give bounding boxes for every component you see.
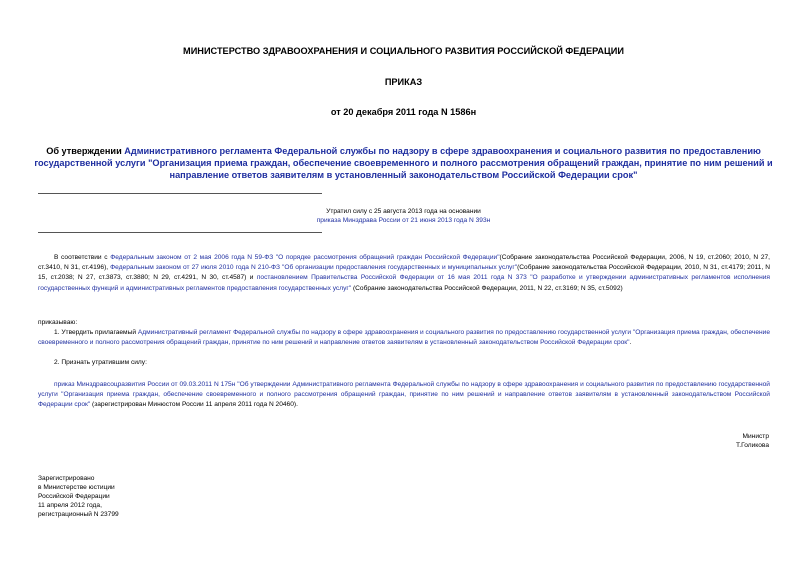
repealed-order-paragraph [38, 380, 770, 411]
preamble-link-resolution-373[interactable]: постановлением Правительства Российской Федерации от 16 мая 2011 года N 373 "О разработке и утверждении административных регламентов исполнения государственных функций и административных регламентов предоставления государственных услуг" [38, 274, 770, 292]
title-prefix: Об утверждении [46, 146, 125, 156]
registration-block [38, 474, 119, 519]
preamble-text-2: (Собрание законодательства Российской Федерации, 2006, N 19, ст.2060; 2010, N 27, ст.3410, N 31, ст.4196), [38, 254, 770, 272]
ministry-heading: МИНИСТЕРСТВО ЗДРАВООХРАНЕНИЯ И СОЦИАЛЬНОГО РАЗВИТИЯ РОССИЙСКОЙ ФЕДЕРАЦИИ [183, 46, 624, 56]
item-1-paragraph [38, 328, 770, 348]
registration-line-5: регистрационный N 23799 [38, 511, 119, 518]
preamble-paragraph [38, 253, 770, 294]
repeal-line-1: Утратил силу с 25 августа 2013 года на основании [326, 208, 481, 215]
repeal-note [0, 207, 807, 225]
registration-line-3: Российской Федерации [38, 493, 110, 500]
preamble-link-law-210[interactable]: Федеральным законом от 27 июля 2010 года N 210-ФЗ "Об организации предоставления государственных и муниципальных услуг" [110, 264, 518, 272]
item-1-regulation-link[interactable]: Административный регламент Федеральной службы по надзору в сфере здравоохранения и социального развития по предоставлению государственной услуги "Организация приема граждан, обеспечение своевременного и полного рассмотрения обращений граждан, принятие по ним решений и направление ответов заявителям в установленный законодательством Российской Федерации срок" [38, 329, 771, 347]
document-date-number: от 20 декабря 2011 года N 1586н [330, 107, 477, 117]
order-word: приказываю: [38, 319, 78, 326]
item-1-text: 1. Утвердить прилагаемый [54, 329, 138, 336]
preamble-link-law-59[interactable]: Федеральным законом от 2 мая 2006 года N 59-ФЗ "О порядке рассмотрения обращений граждан Российской Федерации" [110, 254, 500, 261]
registration-line-1: Зарегистрировано [38, 475, 95, 482]
item-1-end: . [629, 339, 632, 347]
divider-bottom [38, 232, 322, 233]
title-link-1[interactable]: Административного регламента Федеральной службы по надзору в сфере здравоохранения и социального развития по предоставлению [124, 146, 761, 156]
title-link-3[interactable]: направление ответов заявителям в установленный законодательством Российской Федерации срок" [169, 170, 638, 180]
repealed-order-registration: (зарегистрирован Минюстом России 11 апреля 2011 года N 20460). [90, 401, 298, 409]
preamble-text-1: В соответствии с [54, 254, 111, 261]
preamble-text-4: (Собрание законодательства Российской Федерации, 2011, N 22, ст.3169; N 35, ст.5092) [351, 284, 623, 292]
repeal-link[interactable]: приказа Минздрава России от 21 июня 2013 года N 393н [316, 217, 491, 224]
item-2-text: 2. Признать утратившим силу: [54, 359, 147, 366]
registration-line-4: 11 апреля 2012 года, [38, 502, 102, 509]
preamble-text-3: (Собрание законодательства Российской Федерации, 2010, N 31, ст.4179; 2011, N 15, ст.2038; N 27, ст.3873, ст.3880; N 29, ст.4291, N 30, ст.4587) и [38, 264, 770, 282]
signature-name: Т.Голикова [735, 442, 769, 449]
signature-block [736, 432, 769, 450]
document-type: ПРИКАЗ [384, 77, 423, 87]
repealed-order-link[interactable]: приказ Минздравсоцразвития России от 09.03.2011 N 175н "Об утверждении Административного регламента Федеральной службы по надзору в сфере здравоохранения и социального развития по предоставлению государственной услуги "Организация приема граждан, обеспечение своевременного и полного рассмотрения обращений граждан, принятие по ним решений и направление ответов заявителям в установленный законодательством Российской Федерации срок" [38, 381, 770, 409]
signature-position: Министр [742, 433, 769, 440]
registration-line-2: в Министерстве юстиции [38, 484, 115, 491]
divider-top [38, 193, 322, 194]
title-link-2[interactable]: государственной услуги "Организация приема граждан, обеспечение своевременного и полного рассмотрения обращений граждан, принятие по ним решений и [34, 158, 773, 168]
document-title [0, 145, 807, 181]
